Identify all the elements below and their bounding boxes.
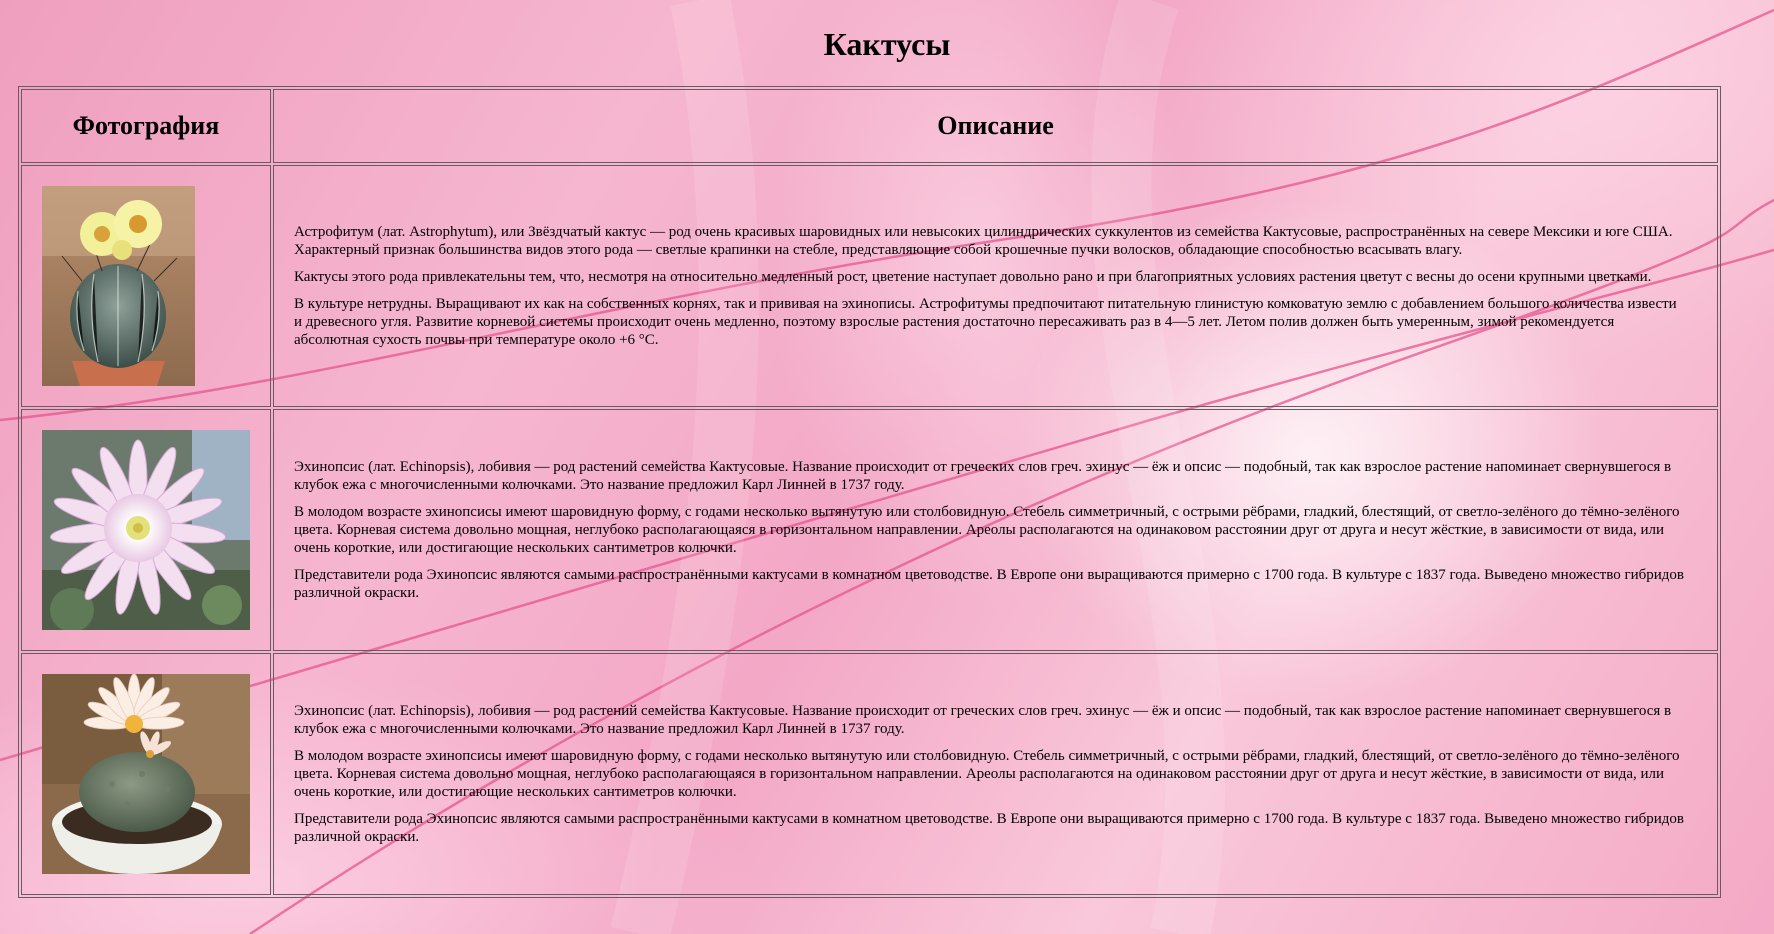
description-paragraph: Эхинопсис (лат. Echinopsis), лобивия — род растений семейства Кактусовые. Название происходит от греческих слов греч. эхинус — ёж и опсис — подобный, так как взрослое растение напоминает свернувшегося в клубок ежа с многочисленными колючками. Это название предложил Карл Линней в 1737 году. (294, 459, 1672, 493)
table-row (21, 409, 1718, 651)
description-paragraph: В молодом возрасте эхинопсисы имеют шаровидную форму, с годами несколько вытянутую или столбовидную. Стебель симметричный, с острыми рёбрами, гладкий, блестящий, от светло-зелёного до тёмно-зелёного цвета. Корневая система довольно мощная, неглубоко располагающаяся в горизонтальном направлении. Ареолы располагаются на одинаковом расстоянии друг от друга и несут жёсткие, в зависимости от вида, или очень короткие, или достигающие нескольких сантиметров колючки. (294, 748, 1680, 800)
potted-cactus-photo (42, 674, 250, 874)
photo-cell (21, 165, 271, 407)
description-paragraph: Представители рода Эхинопсис являются самыми распространёнными кактусами в комнатном цветоводстве. В Европе они выращиваются примерно с 1700 года. В культуре с 1837 года. Выведено множество гибридов различной окраски. (294, 567, 1685, 601)
photo-cell (21, 409, 271, 651)
description-cell (273, 165, 1718, 407)
page-title: Кактусы (823, 26, 951, 62)
description-paragraph: Астрофитум (лат. Astrophytum), или Звёздчатый кактус — род очень красивых шаровидных или невысоких цилиндрических суккулентов из семейства Кактусовые, распространённых на севере Мексики и юге США. Характерный признак большинства видов этого рода — светлые крапинки на стебле, представляющие собой крошечные пучки волосков, обладающие способностью всасывать влагу. (294, 224, 1673, 258)
table-header-row (21, 89, 1718, 163)
description-cell (273, 653, 1718, 895)
description-paragraph: В молодом возрасте эхинопсисы имеют шаровидную форму, с годами несколько вытянутую или столбовидную. Стебель симметричный, с острыми рёбрами, гладкий, блестящий, от светло-зелёного до тёмно-зелёного цвета. Корневая система довольно мощная, неглубоко располагающаяся в горизонтальном направлении. Ареолы располагаются на одинаковом расстоянии друг от друга и несут жёсткие, в зависимости от вида, или очень короткие, или достигающие нескольких сантиметров колючки. (294, 504, 1680, 556)
description-cell (273, 409, 1718, 651)
cactus-table (18, 86, 1721, 898)
table-row (21, 653, 1718, 895)
photo-column-header: Фотография (21, 89, 271, 163)
description-column-header: Описание (273, 89, 1718, 163)
astrophytum-cactus-photo (42, 186, 195, 386)
description-paragraph: Представители рода Эхинопсис являются самыми распространёнными кактусами в комнатном цветоводстве. В Европе они выращиваются примерно с 1700 года. В культуре с 1837 года. Выведено множество гибридов различной окраски. (294, 811, 1685, 845)
description-paragraph: Кактусы этого рода привлекательны тем, что, несмотря на относительно медленный рост, цветение наступает довольно рано и при благоприятных условиях растения цветут с весны до осени крупными цветками. (294, 269, 1652, 285)
description-paragraph: Эхинопсис (лат. Echinopsis), лобивия — род растений семейства Кактусовые. Название происходит от греческих слов греч. эхинус — ёж и опсис — подобный, так как взрослое растение напоминает свернувшегося в клубок ежа с многочисленными колючками. Это название предложил Карл Линней в 1737 году. (294, 703, 1672, 737)
description-paragraph: В культуре нетрудны. Выращивают их как на собственных корнях, так и прививая на эхинописы. Астрофитумы предпочитают питательную глинистую комковатую землю с добавлением большого количества извести и древесного угля. Развитие корневой системы происходит очень медленно, поэтому взрослые растения достаточно пересаживать раз в 4—5 лет. Летом полив должен быть умеренным, зимой рекомендуется абсолютная сухость почвы при температуре около +6 °С. (294, 296, 1677, 348)
table-row (21, 165, 1718, 407)
photo-cell (21, 653, 271, 895)
echinopsis-flower-photo (42, 430, 250, 630)
